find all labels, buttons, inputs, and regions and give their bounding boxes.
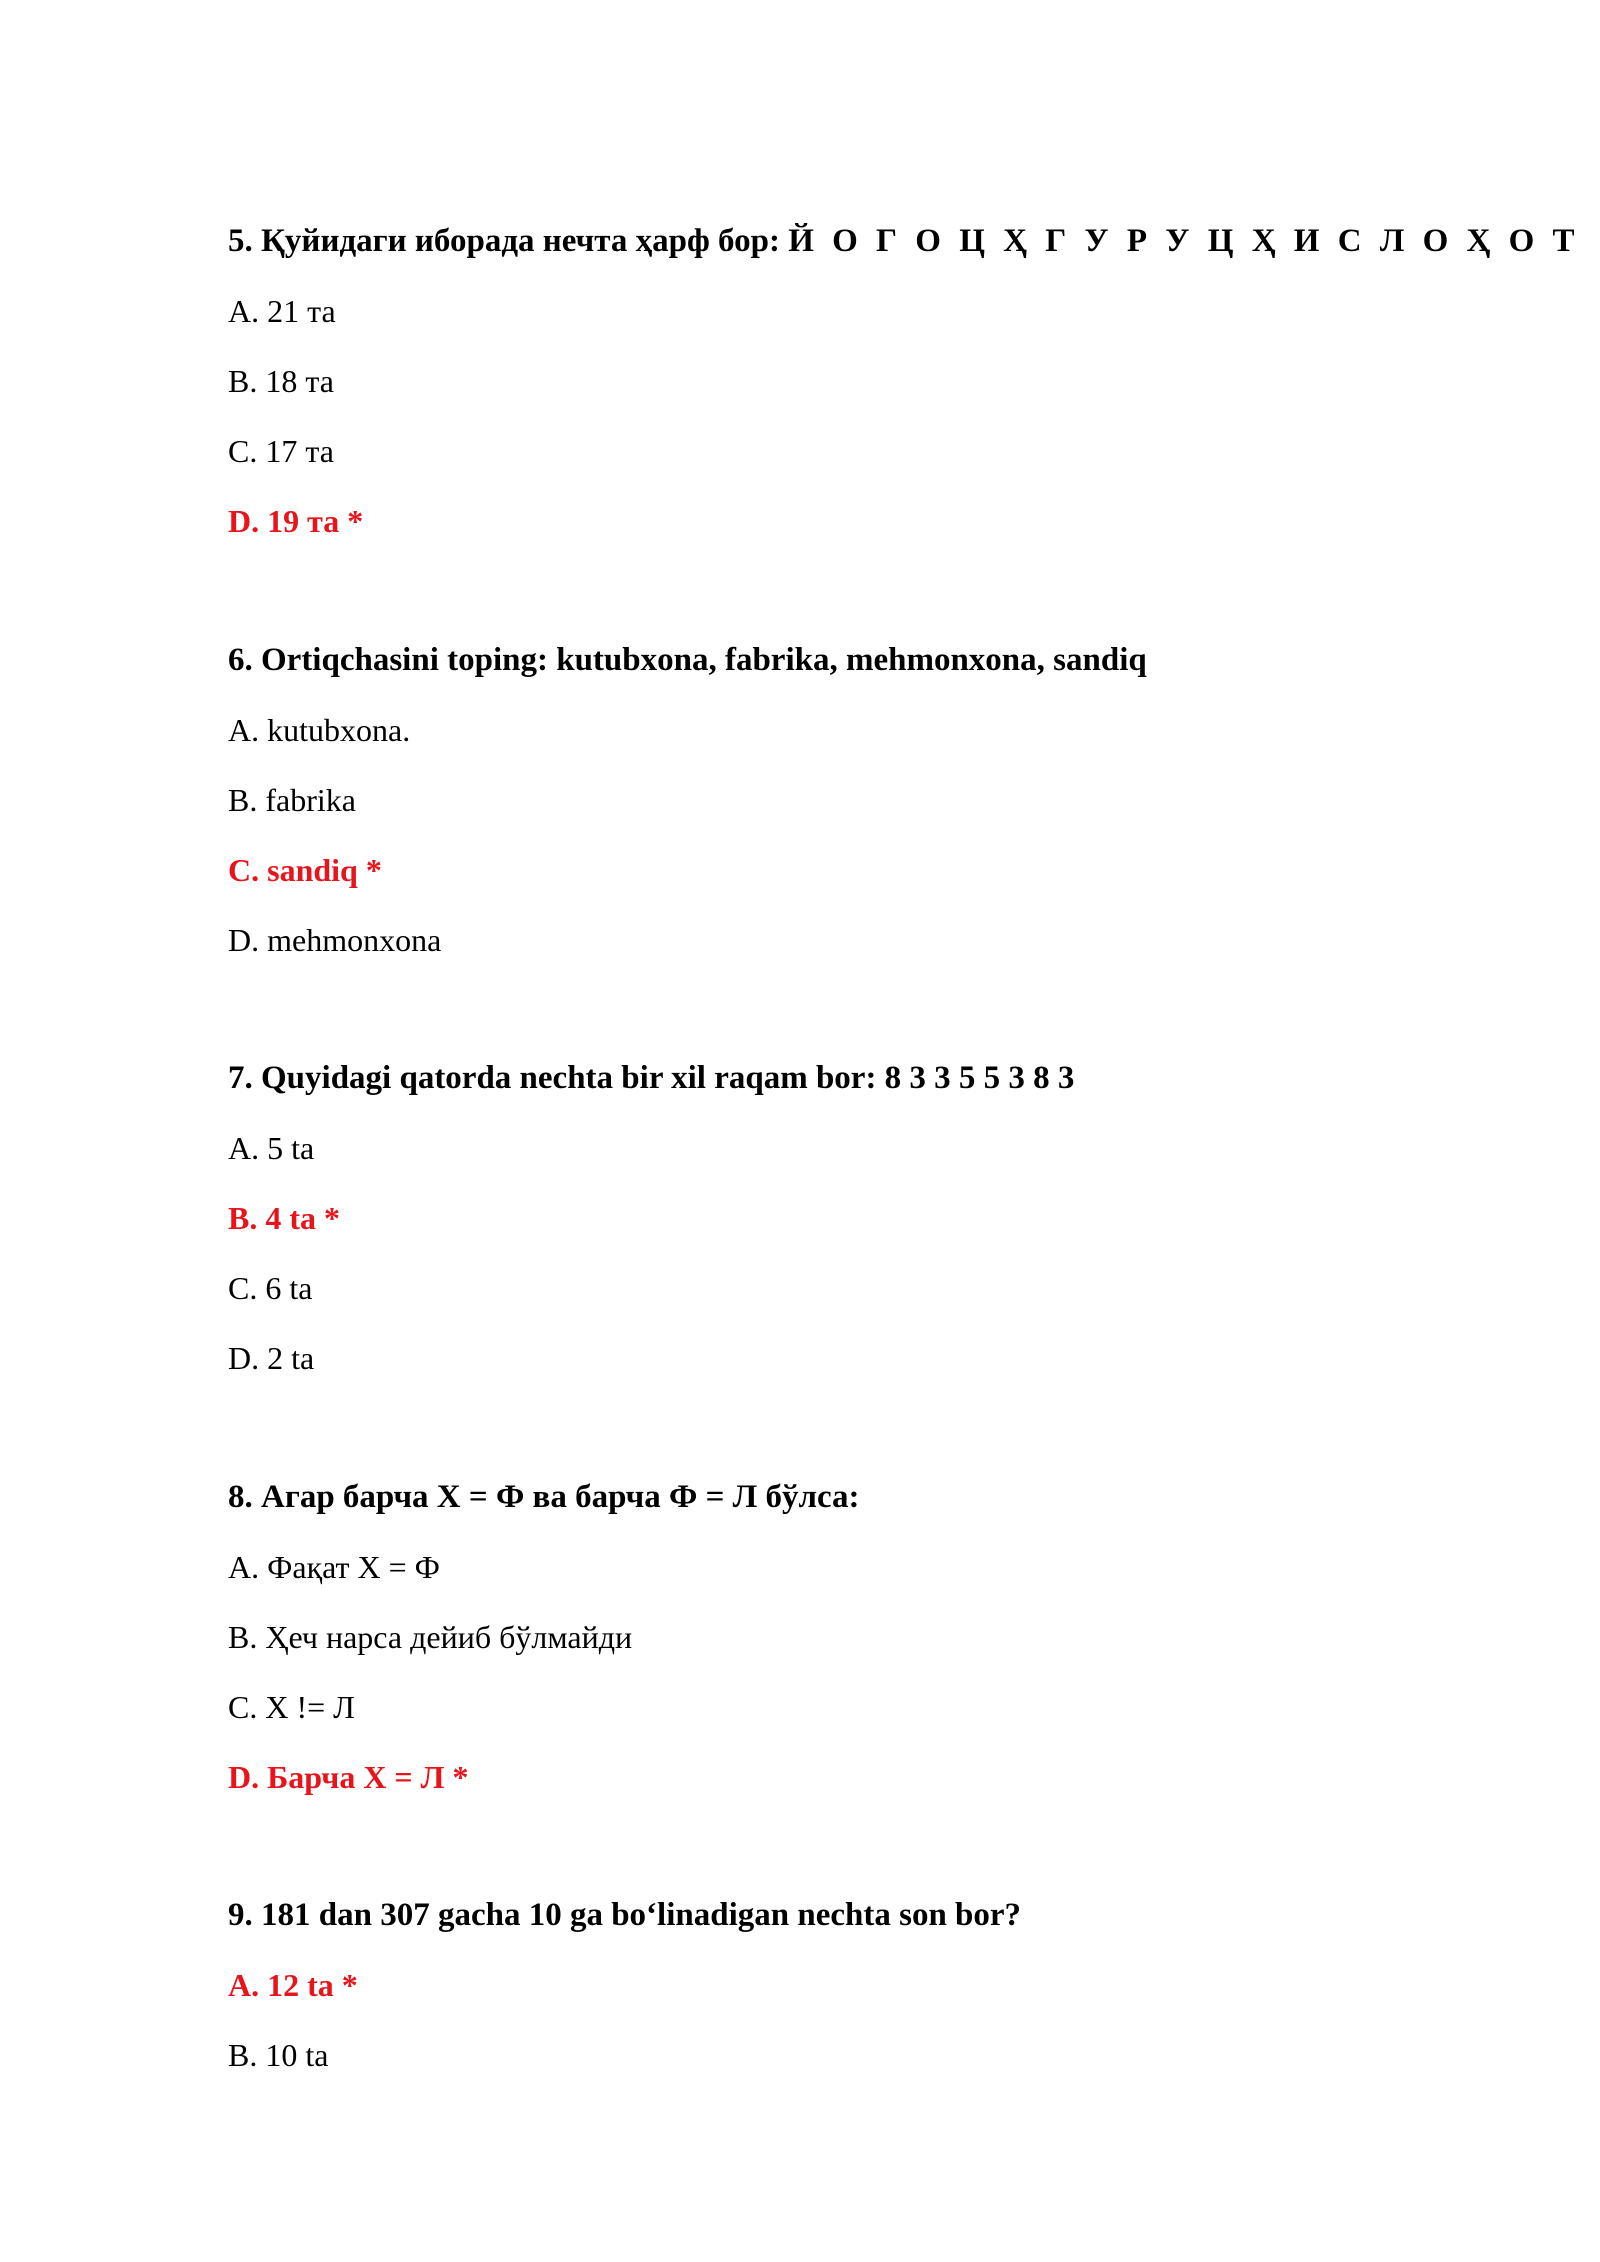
answer-option: C. 17 та (228, 433, 334, 469)
correct-answer-option: B. 4 ta * (228, 1200, 340, 1236)
question-text (228, 221, 1580, 261)
correct-answer-option: A. 12 ta * (228, 1967, 358, 2003)
answer-option: C. X != Л (228, 1689, 355, 1725)
question-block-5 (228, 221, 1580, 541)
question-block-9 (228, 1895, 1528, 2075)
answer-option: A. Фақат X = Ф (228, 1549, 440, 1585)
question-text: 8. Агар барча X = Ф ва барча Ф = Л бўлса: (228, 1479, 860, 1515)
answer-option: B. 18 та (228, 363, 334, 399)
answer-option: B. Ҳеч нарса дейиб бўлмайди (228, 1619, 633, 1655)
question-text: 9. 181 dan 307 gacha 10 ga bo‘linadigan nechta son bor? (228, 1897, 1022, 1933)
answer-option: D. 2 ta (228, 1340, 315, 1376)
correct-answer-option: D. Барча X = Л * (228, 1759, 469, 1795)
question-block-7 (228, 1058, 1528, 1378)
question-text: 7. Quyidagi qatorda nechta bir xil raqam bor: 8 3 3 5 5 3 8 3 (228, 1060, 1075, 1096)
question-block-6 (228, 640, 1528, 960)
answer-option: B. 10 ta (228, 2037, 329, 2073)
question-letter-sequence: Й О Г О Ц Ҳ Г У Р У Ц Ҳ И С Л О Ҳ О Т (788, 223, 1580, 259)
question-block-8 (228, 1477, 1528, 1797)
answer-option: A. 21 та (228, 293, 336, 329)
correct-answer-option: C. sandiq * (228, 852, 382, 888)
answer-option: A. 5 ta (228, 1130, 315, 1166)
answer-option: C. 6 ta (228, 1270, 313, 1306)
answer-option: D. mehmonxona (228, 922, 442, 958)
question-prompt: 5. Қуйидаги иборада нечта ҳарф бор: (228, 223, 789, 259)
correct-answer-option: D. 19 та * (228, 503, 364, 539)
answer-option: B. fabrika (228, 782, 356, 818)
answer-option: A. kutubxona. (228, 712, 411, 748)
question-text: 6. Ortiqchasini toping: kutubxona, fabrika, mehmonxona, sandiq (228, 642, 1147, 678)
